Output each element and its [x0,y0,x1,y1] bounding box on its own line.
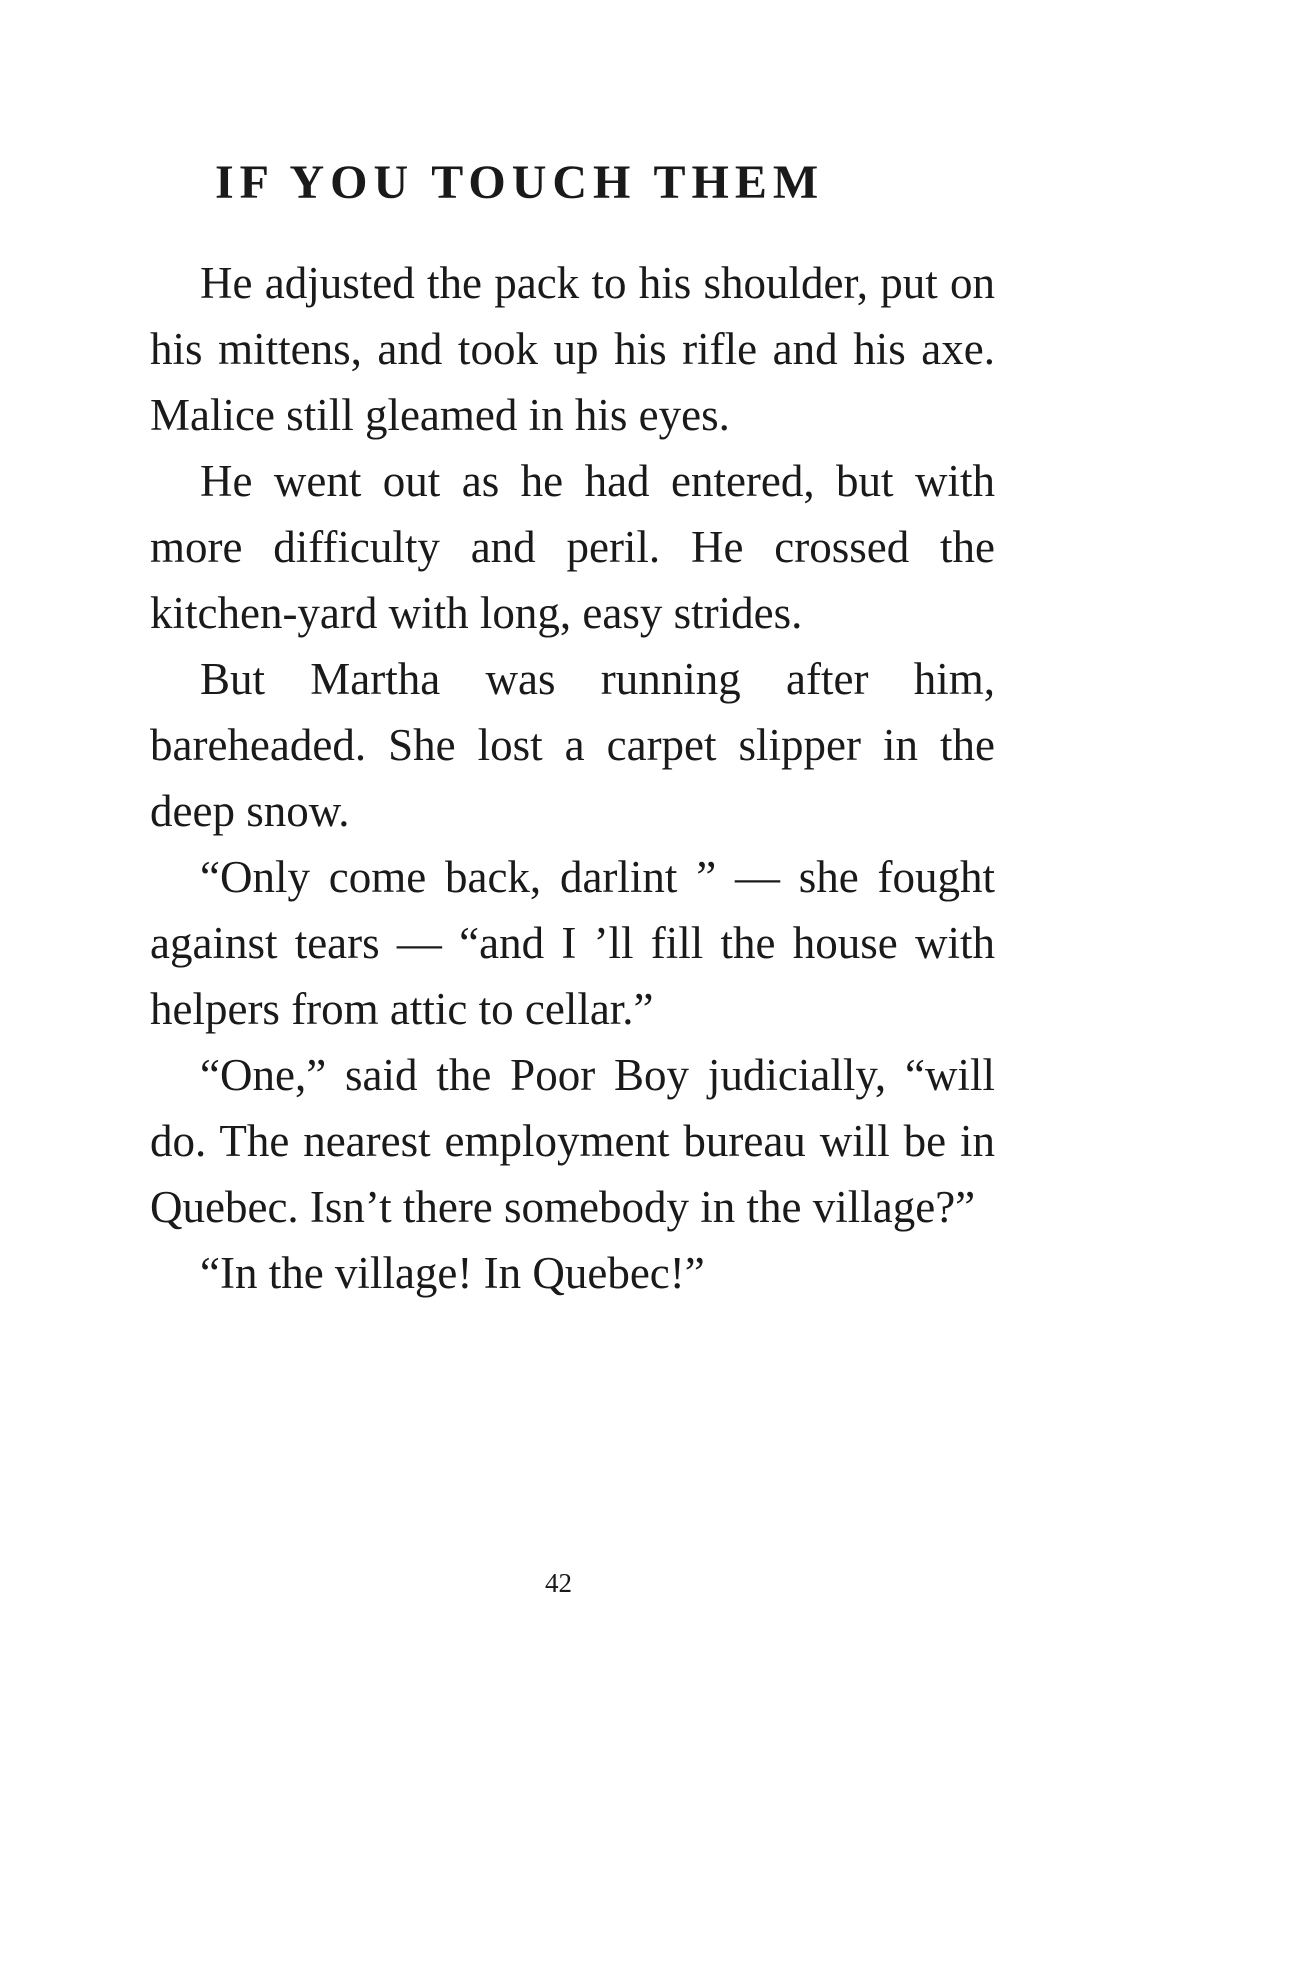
paragraph: But Martha was running after him, bareheaded. She lost a carpet slipper in the deep snow. [150,654,995,836]
paragraph: “One,” said the Poor Boy judicially, “will do. The nearest employment bureau will be in Quebec. Isn’t there somebody in the village?” [150,1050,995,1232]
paragraph: He went out as he had entered, but with more difficulty and peril. He crossed the kitchen-yard with long, easy strides. [150,456,995,638]
paragraph: “In the village! In Quebec!” [200,1248,705,1298]
paragraph: “Only come back, darlint ” — she fought against tears — “and I ’ll fill the house with helpers from attic to cellar.” [150,852,995,1034]
running-head: IF YOU TOUCH THEM [215,156,825,209]
paragraph: He adjusted the pack to his shoulder, put on his mittens, and took up his rifle and his axe. Malice still gleamed in his eyes. [150,258,995,440]
page-number: 42 [545,1568,572,1598]
body-text [150,250,995,1306]
